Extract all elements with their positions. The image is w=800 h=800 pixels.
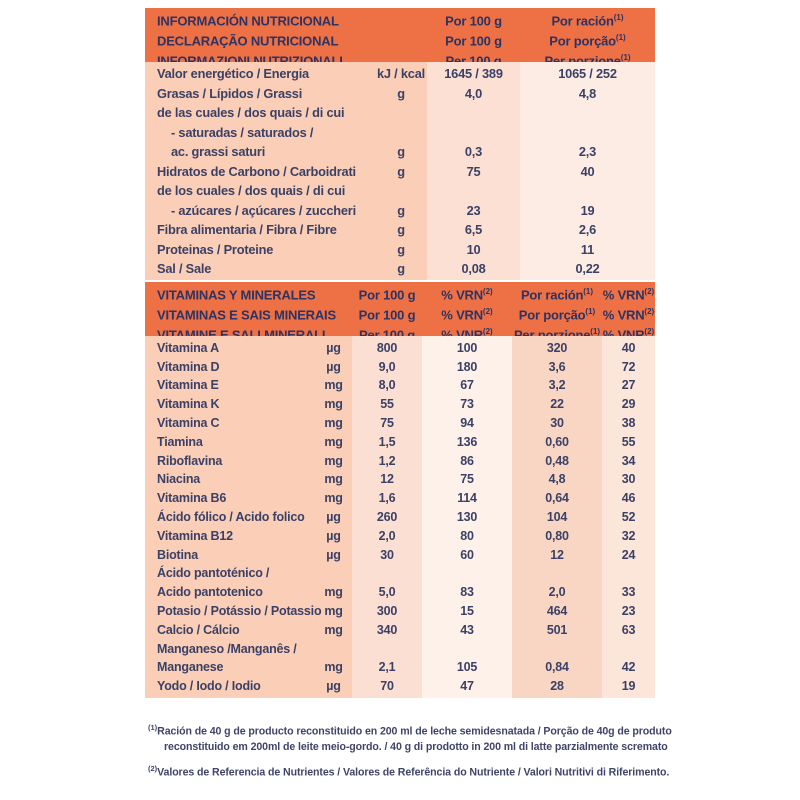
per-portion-value: 501 xyxy=(546,622,568,637)
per-portion-value: 320 xyxy=(546,340,568,355)
per-portion-value: 12 xyxy=(550,547,564,562)
header-line-text: Por ración xyxy=(551,13,614,29)
per-portion-value: 0,22 xyxy=(575,261,600,277)
nutrient-label: Fibra alimentaria / Fibra / Fibre xyxy=(157,222,337,238)
header-line-text: DECLARAÇÃO NUTRICIONAL xyxy=(157,33,339,49)
table-row xyxy=(145,123,655,143)
table-row xyxy=(145,564,655,583)
nutrient-label: Ácido pantoténico / xyxy=(157,566,270,581)
unit-cell: mg xyxy=(324,378,343,393)
vrn-portion-value: 38 xyxy=(621,416,636,431)
header-line xyxy=(422,304,512,324)
table-row xyxy=(145,103,655,123)
table-row xyxy=(145,432,655,451)
vrn-100g-value: 105 xyxy=(456,660,478,675)
vrn-100g-value: 136 xyxy=(456,434,478,449)
per-portion-value: 104 xyxy=(546,510,568,525)
unit-cell: mg xyxy=(324,604,343,619)
header-line xyxy=(512,284,602,304)
table-row xyxy=(145,201,655,221)
vitamins-minerals-header xyxy=(145,282,655,336)
footnote-marker: (2) xyxy=(148,763,158,773)
vrn-100g-value: 86 xyxy=(460,453,474,468)
per-portion-value: 3,6 xyxy=(548,359,566,374)
unit-cell: g xyxy=(397,222,405,238)
header-line-text: VITAMINAS Y MINERALES xyxy=(157,286,316,302)
per-portion-value: 11 xyxy=(580,241,595,257)
nutrition-facts-body xyxy=(145,62,655,280)
unit-cell: g xyxy=(397,241,405,257)
unit-cell: g xyxy=(397,202,405,218)
per-portion-value: 28 xyxy=(550,679,564,694)
nutrition-rows xyxy=(145,64,655,279)
unit-cell: g xyxy=(397,85,405,101)
header-line-text: Por porção xyxy=(549,33,616,49)
nutrient-label: Biotina xyxy=(157,547,198,562)
per-100g-value: 1,2 xyxy=(378,453,396,468)
vrn-100g-value: 130 xyxy=(456,510,478,525)
table-row xyxy=(145,220,655,240)
per-100g-value: 800 xyxy=(376,340,398,355)
header-footnote-marker: (2) xyxy=(644,286,655,296)
header-line xyxy=(427,10,520,30)
vrn-100g-value: 60 xyxy=(460,547,474,562)
unit-cell: mg xyxy=(324,416,343,431)
nutrient-label: Vitamina B6 xyxy=(157,491,227,506)
vrn-portion-value: 52 xyxy=(621,510,636,525)
per-100g-value: 30 xyxy=(380,547,394,562)
unit-cell: g xyxy=(397,261,405,277)
table-row xyxy=(145,677,655,696)
vrn-portion-value: 42 xyxy=(621,660,636,675)
vrn-portion-value: 32 xyxy=(621,528,636,543)
nutrition-header-per-100g xyxy=(427,10,520,62)
header-line-text: Por 100 g xyxy=(358,306,416,322)
vrn-portion-value: 27 xyxy=(621,378,636,393)
per-100g-value: 55 xyxy=(380,397,394,412)
table-row xyxy=(145,395,655,414)
footnote xyxy=(148,720,696,755)
header-line xyxy=(157,30,427,50)
unit-cell: mg xyxy=(324,622,343,637)
vrn-portion-value: 46 xyxy=(621,491,636,506)
nutrient-label: Tiamina xyxy=(157,434,203,449)
table-row xyxy=(145,142,655,162)
vrn-portion-value: 23 xyxy=(621,604,636,619)
per-100g-value: 1645 / 389 xyxy=(444,66,503,82)
header-line-text: % VRN xyxy=(602,306,645,322)
header-line-text: VITAMINAS E SAIS MINERAIS xyxy=(157,306,336,322)
vitamins-header-vrn-portion xyxy=(602,284,655,336)
vrn-100g-value: 47 xyxy=(460,679,474,694)
table-row xyxy=(145,658,655,677)
nutrition-header-title xyxy=(145,10,427,62)
table-row xyxy=(145,451,655,470)
unit-cell: µg xyxy=(326,359,341,374)
per-portion-value: 0,60 xyxy=(545,434,569,449)
vrn-100g-value: 94 xyxy=(460,416,474,431)
table-row xyxy=(145,259,655,279)
per-portion-value: 19 xyxy=(580,202,595,218)
per-portion-value: 2,6 xyxy=(578,222,597,238)
nutrient-label: de los cuales / dos quais / di cui xyxy=(157,183,346,199)
vitamins-header-per-portion xyxy=(512,284,602,336)
nutrient-label: Vitamina E xyxy=(157,378,219,393)
header-line-text: Por 100 g xyxy=(445,13,502,29)
table-row xyxy=(145,526,655,545)
per-portion-value: 0,84 xyxy=(545,660,569,675)
footnote-marker: (1) xyxy=(148,723,158,732)
nutrient-label: Manganeso /Manganês / xyxy=(157,641,297,656)
header-footnote-marker: (1) xyxy=(613,13,624,22)
nutrient-label: ac. grassi saturi xyxy=(171,144,266,160)
table-row xyxy=(145,162,655,182)
unit-cell: mg xyxy=(324,434,343,449)
header-footnote-marker: (2) xyxy=(644,326,655,336)
nutrient-label: Hidratos de Carbono / Carboidrati xyxy=(157,163,356,179)
unit-cell: mg xyxy=(324,453,343,468)
header-line xyxy=(427,30,520,50)
unit-cell: mg xyxy=(324,397,343,412)
per-portion-value: 40 xyxy=(580,163,595,179)
unit-cell: mg xyxy=(324,585,343,600)
header-line-text: % VRN xyxy=(441,306,483,322)
per-100g-value: 2,1 xyxy=(378,660,396,675)
per-portion-value: 2,3 xyxy=(578,144,597,160)
per-100g-value: 75 xyxy=(466,163,481,179)
header-line-text: % VRN xyxy=(441,286,483,302)
per-portion-value: 464 xyxy=(546,604,568,619)
vrn-100g-value: 43 xyxy=(460,622,474,637)
per-100g-value: 10 xyxy=(466,241,481,257)
header-footnote-marker: (1) xyxy=(590,326,601,336)
nutrition-table xyxy=(145,8,655,698)
per-100g-value: 12 xyxy=(380,472,394,487)
vitamins-header-title xyxy=(145,284,352,336)
nutrient-label: Acido pantotenico xyxy=(157,585,263,600)
header-line xyxy=(157,284,352,304)
header-line xyxy=(512,304,602,324)
table-row xyxy=(145,639,655,658)
per-portion-value: 1065 / 252 xyxy=(558,66,617,82)
footnotes xyxy=(148,720,696,786)
vrn-portion-value: 40 xyxy=(621,340,636,355)
header-line xyxy=(602,304,655,324)
vrn-100g-value: 100 xyxy=(456,340,478,355)
vrn-portion-value: 72 xyxy=(621,359,636,374)
nutrient-label: - saturadas / saturados / xyxy=(171,124,314,140)
per-100g-value: 9,0 xyxy=(378,359,396,374)
per-100g-value: 340 xyxy=(376,622,398,637)
nutrient-label: Grasas / Lípidos / Grassi xyxy=(157,85,303,101)
per-100g-value: 8,0 xyxy=(378,378,396,393)
table-row xyxy=(145,414,655,433)
vrn-portion-value: 19 xyxy=(621,679,636,694)
header-line xyxy=(157,304,352,324)
table-row xyxy=(145,583,655,602)
vrn-100g-value: 80 xyxy=(460,528,474,543)
table-row xyxy=(145,64,655,84)
unit-cell: mg xyxy=(324,491,343,506)
unit-cell: µg xyxy=(326,547,341,562)
header-line xyxy=(520,10,655,30)
per-portion-value: 2,0 xyxy=(548,585,566,600)
header-footnote-marker: (1) xyxy=(583,286,594,296)
per-portion-value: 4,8 xyxy=(578,85,597,101)
per-portion-value: 4,8 xyxy=(548,472,566,487)
nutrient-label: Calcio / Cálcio xyxy=(157,622,240,637)
table-row xyxy=(145,181,655,201)
header-line-text: Por 100 g xyxy=(445,33,502,49)
header-footnote-marker: (1) xyxy=(585,306,596,316)
header-line xyxy=(520,30,655,50)
header-line-text: % VRN xyxy=(602,286,645,302)
nutrient-label: Vitamina D xyxy=(157,359,220,374)
table-row xyxy=(145,84,655,104)
header-line xyxy=(352,304,422,324)
vitamins-header-vrn-100g xyxy=(422,284,512,336)
per-100g-value: 6,5 xyxy=(464,222,483,238)
per-100g-value: 0,08 xyxy=(461,261,486,277)
header-line xyxy=(352,284,422,304)
unit-cell: mg xyxy=(324,472,343,487)
table-row xyxy=(145,508,655,527)
unit-cell: µg xyxy=(326,340,341,355)
unit-cell: kJ / kcal xyxy=(376,66,425,82)
unit-cell: µg xyxy=(326,510,341,525)
per-portion-value: 0,64 xyxy=(545,491,569,506)
unit-cell: g xyxy=(397,163,405,179)
nutrition-header-per-portion xyxy=(520,10,655,62)
per-100g-value: 5,0 xyxy=(378,585,396,600)
header-footnote-marker: (2) xyxy=(482,326,493,336)
vrn-100g-value: 83 xyxy=(460,585,474,600)
vrn-portion-value: 34 xyxy=(621,453,636,468)
table-row xyxy=(145,489,655,508)
per-portion-value: 30 xyxy=(550,416,564,431)
table-row xyxy=(145,339,655,358)
nutrient-label: Ácido fólico / Acido folico xyxy=(157,510,305,525)
table-row xyxy=(145,545,655,564)
header-line-text: Por ración xyxy=(520,286,584,302)
table-row xyxy=(145,620,655,639)
per-100g-value: 300 xyxy=(376,604,398,619)
vitamins-rows xyxy=(145,339,655,696)
nutrient-label: Niacina xyxy=(157,472,201,487)
vitamins-minerals-body xyxy=(145,336,655,698)
header-line xyxy=(157,10,427,30)
nutrient-label: Vitamina C xyxy=(157,416,220,431)
per-100g-value: 1,5 xyxy=(378,434,396,449)
vrn-portion-value: 30 xyxy=(621,472,636,487)
header-footnote-marker: (1) xyxy=(620,53,631,63)
table-row xyxy=(145,240,655,260)
nutrient-label: - azúcares / açúcares / zuccheri xyxy=(171,202,356,218)
table-row xyxy=(145,357,655,376)
nutrient-label: Sal / Sale xyxy=(157,261,212,277)
header-line-text: Por 100 g xyxy=(358,286,416,302)
unit-cell: g xyxy=(397,144,405,160)
header-footnote-marker: (2) xyxy=(644,306,655,316)
vrn-portion-value: 29 xyxy=(621,397,636,412)
header-footnote-marker: (1) xyxy=(615,33,626,43)
table-row xyxy=(145,602,655,621)
vrn-100g-value: 67 xyxy=(460,378,474,393)
per-100g-value: 70 xyxy=(380,679,394,694)
footnote-text: Ración de 40 g de producto reconstituido en 200 ml de leche semidesnatada / Porção de 40g de produto reconstituido em 200ml de leite meio-gordo. / 40 g di prodotto in 200 ml di latte parzialmente scremato xyxy=(157,725,672,753)
per-100g-value: 1,6 xyxy=(378,491,396,506)
vrn-portion-value: 55 xyxy=(621,434,636,449)
nutrient-label: Vitamina K xyxy=(157,397,220,412)
nutrient-label: Riboflavina xyxy=(157,453,223,468)
vrn-portion-value: 63 xyxy=(621,622,636,637)
header-line xyxy=(602,284,655,304)
per-portion-value: 0,48 xyxy=(545,453,569,468)
header-line-text: Por porção xyxy=(518,306,586,322)
header-footnote-marker: (2) xyxy=(482,306,493,316)
nutrient-label: Yodo / Iodo / Iodio xyxy=(157,679,261,694)
nutrient-label: Potasio / Potássio / Potassio xyxy=(157,604,322,619)
per-100g-value: 2,0 xyxy=(378,528,396,543)
vrn-100g-value: 75 xyxy=(460,472,474,487)
per-100g-value: 23 xyxy=(466,202,481,218)
per-100g-value: 260 xyxy=(376,510,398,525)
nutrient-label: Vitamina A xyxy=(157,340,219,355)
per-100g-value: 4,0 xyxy=(464,85,483,101)
vitamins-header-per-100g xyxy=(352,284,422,336)
vrn-100g-value: 180 xyxy=(456,359,478,374)
header-line xyxy=(422,284,512,304)
per-100g-value: 75 xyxy=(380,416,394,431)
per-portion-value: 3,2 xyxy=(548,378,566,393)
vrn-portion-value: 33 xyxy=(621,585,636,600)
nutrient-label: Manganese xyxy=(157,660,224,675)
header-line-text: INFORMACIÓN NUTRICIONAL xyxy=(157,13,339,29)
per-100g-value: 0,3 xyxy=(464,144,483,160)
per-portion-value: 22 xyxy=(550,397,564,412)
footnote xyxy=(148,761,696,781)
per-portion-value: 0,80 xyxy=(545,528,569,543)
nutrient-label: Vitamina B12 xyxy=(157,528,233,543)
vrn-portion-value: 24 xyxy=(621,547,636,562)
unit-cell: µg xyxy=(326,528,341,543)
header-footnote-marker: (2) xyxy=(482,286,493,296)
footnote-text: Valores de Referencia de Nutrientes / Valores de Referência do Nutriente / Valori Nutritivi di Riferimento. xyxy=(157,766,670,779)
unit-cell: µg xyxy=(326,679,341,694)
vrn-100g-value: 73 xyxy=(460,397,474,412)
table-row xyxy=(145,470,655,489)
nutrient-label: Valor energético / Energia xyxy=(157,66,309,82)
nutrient-label: Proteinas / Proteine xyxy=(157,241,274,257)
vrn-100g-value: 114 xyxy=(457,491,477,506)
nutrition-facts-header xyxy=(145,8,655,62)
vrn-100g-value: 15 xyxy=(460,604,474,619)
table-row xyxy=(145,376,655,395)
unit-cell: mg xyxy=(324,660,343,675)
nutrient-label: de las cuales / dos quais / di cui xyxy=(157,105,345,121)
